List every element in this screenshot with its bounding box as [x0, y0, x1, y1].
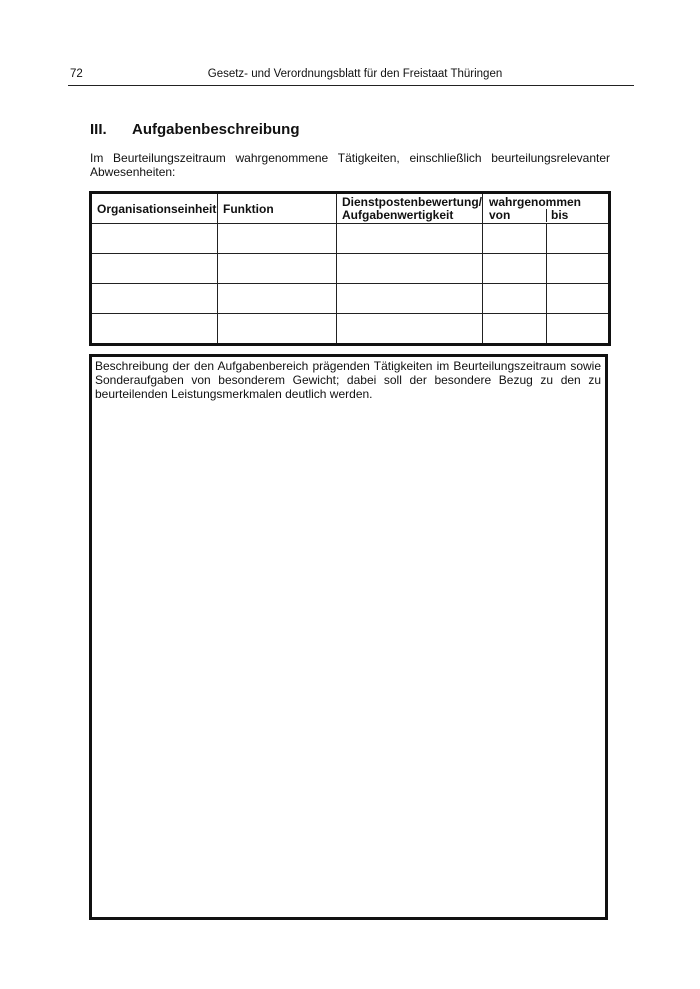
header-funktion: Funktion — [218, 193, 337, 224]
section-heading — [90, 121, 300, 138]
task-table — [89, 191, 611, 346]
header-dienstposten-line2: Aufgabenwertigkeit — [342, 207, 454, 222]
cell-funktion[interactable] — [218, 284, 337, 314]
table-row[interactable] — [91, 284, 610, 314]
header-dienstposten-line1: Dienstpostenbewertung/ — [342, 194, 483, 209]
cell-organisation[interactable] — [91, 254, 218, 284]
cell-bis[interactable] — [547, 284, 610, 314]
cell-bis[interactable] — [547, 254, 610, 284]
description-box[interactable] — [89, 354, 608, 920]
cell-von[interactable] — [483, 254, 547, 284]
cell-organisation[interactable] — [91, 224, 218, 254]
header-organisationseinheit: Organisationseinheit — [91, 193, 218, 224]
cell-funktion[interactable] — [218, 224, 337, 254]
cell-bis[interactable] — [547, 224, 610, 254]
page-header — [68, 67, 634, 86]
cell-bis[interactable] — [547, 314, 610, 345]
cell-funktion[interactable] — [218, 314, 337, 345]
table-row[interactable] — [91, 314, 610, 345]
cell-funktion[interactable] — [218, 254, 337, 284]
header-bis: bis — [546, 209, 608, 222]
cell-bewertung[interactable] — [337, 314, 483, 345]
section-number: III. — [90, 121, 107, 138]
cell-von[interactable] — [483, 224, 547, 254]
cell-bewertung[interactable] — [337, 254, 483, 284]
description-label: Beschreibung der den Aufgabenbereich prägenden Tätigkeiten im Beurteilungszeitraum sowie Sonderaufgaben von besonderem Gewicht; dabei soll der besondere Bezug zu den zu beurteilenden Leistungsmerkmalen deutlich werden. — [95, 359, 601, 401]
header-von: von — [489, 207, 511, 222]
journal-title: Gesetz- und Verordnungsblatt für den Freistaat Thüringen — [207, 68, 503, 80]
cell-von[interactable] — [483, 284, 547, 314]
section-title: Aufgabenbeschreibung — [132, 121, 300, 138]
intro-text: Im Beurteilungszeitraum wahrgenommene Tätigkeiten, einschließlich beurteilungsrelevanter Abwesenheiten: — [90, 151, 610, 179]
page-number: 72 — [70, 68, 83, 80]
cell-organisation[interactable] — [91, 314, 218, 345]
cell-bewertung[interactable] — [337, 284, 483, 314]
header-wahrgenommen-label: wahrgenommen — [489, 194, 582, 209]
table-header-row — [91, 193, 610, 224]
header-dienstposten — [337, 193, 483, 224]
table-row[interactable] — [91, 224, 610, 254]
table-row[interactable] — [91, 254, 610, 284]
cell-organisation[interactable] — [91, 284, 218, 314]
cell-von[interactable] — [483, 314, 547, 345]
cell-bewertung[interactable] — [337, 224, 483, 254]
header-wahrgenommen — [483, 193, 610, 224]
